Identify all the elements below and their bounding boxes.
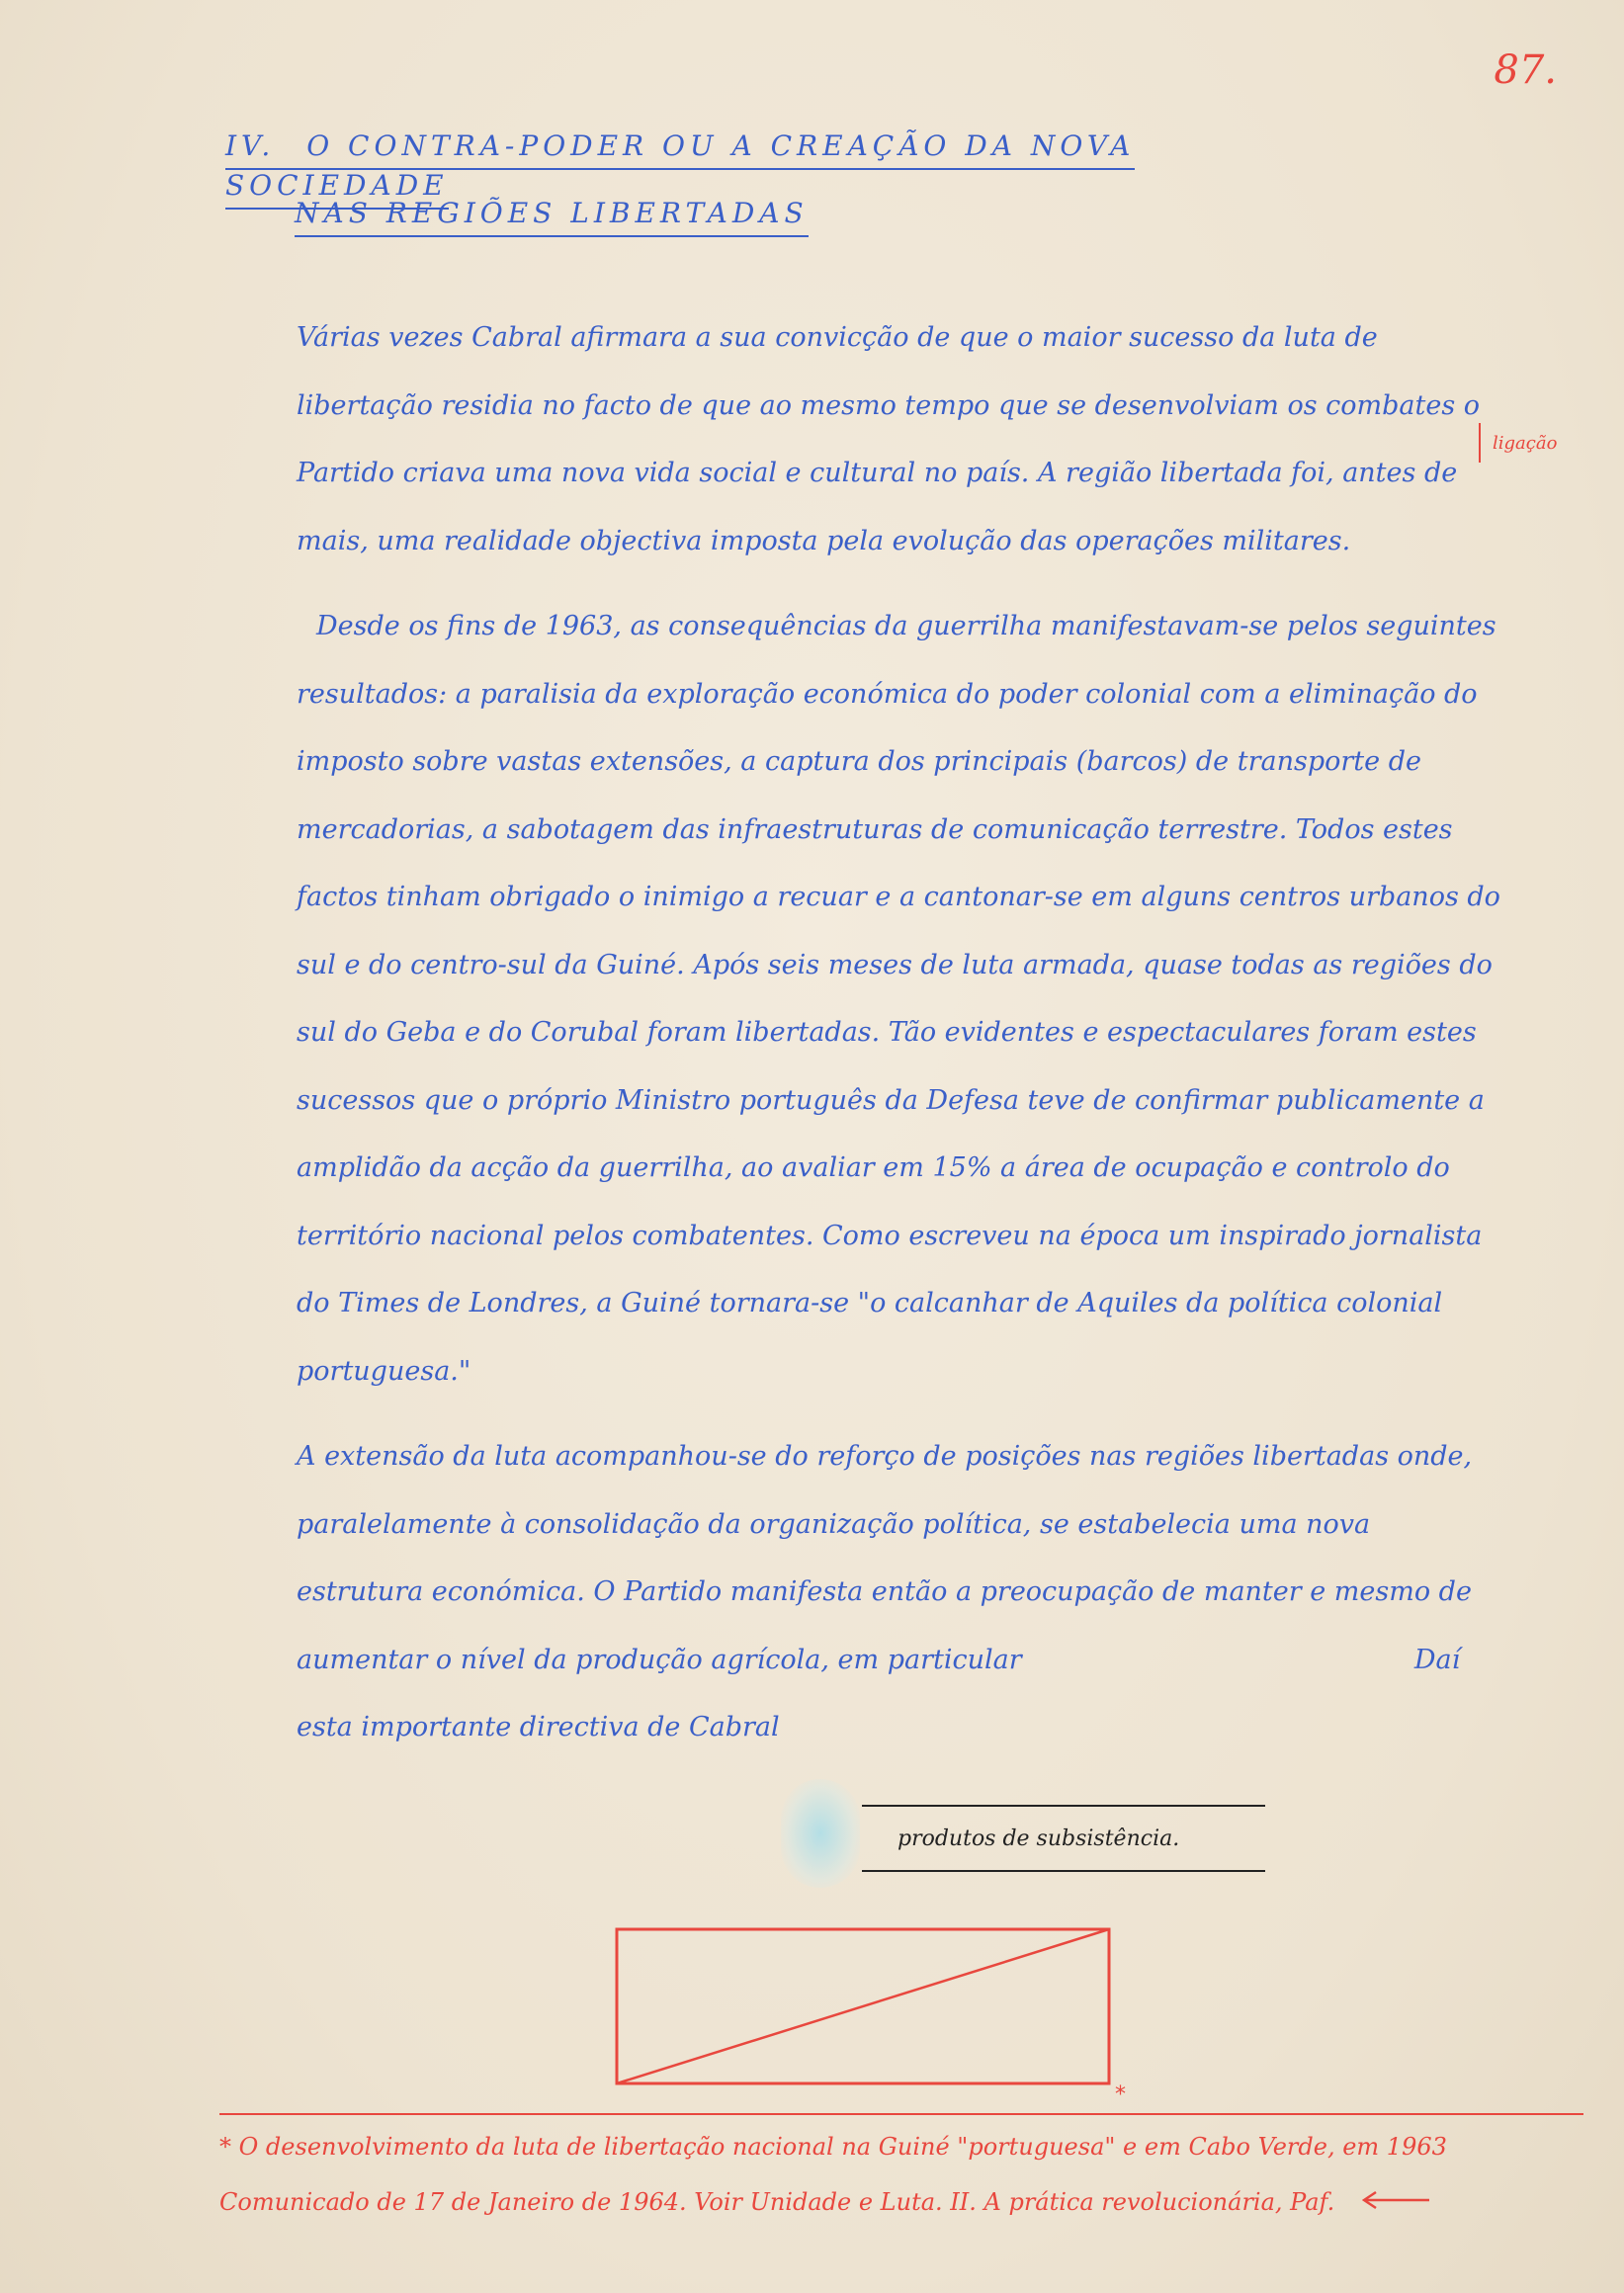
paragraph-2: Desde os fins de 1963, as consequências da guerrilha manifestavam-se pelos seguintes resultados: a paralisia da exploração económica do poder colonial com a eliminação do imposto sobre vastas extensões, a captura dos principais (barcos) de transporte de mercadorias, a sabotagem das infraestruturas de comunicação terrestre. Todos estes factos tinham obrigado o inimigo a recuar e a cantonar-se em alguns centros urbanos do sul e do centro-sul da Guiné. Após seis meses de luta armada, quase todas as regiões do sul do Geba e do Corubal foram libertadas. Tão evidentes e espectaculares foram estes sucessos que o próprio Ministro português da Defesa teve de confirmar publicamente a amplidão da acção da guerrilha, ao avaliar em 15% a área de ocupação e controlo do território nacional pelos combatentes. Como escreveu na época um inspirado jornalista do Times de Londres, a Guiné tornara-se "o calcanhar de Aquiles da política colonial portuguesa." (297, 611, 1500, 1387)
heading-line-1 (225, 127, 1214, 202)
paragraph-3 (297, 1423, 1502, 1762)
heading-subtitle: NAS REGIÕES LIBERTADAS (295, 197, 809, 237)
svg-text:*: * (1115, 2082, 1126, 2103)
heading-number: IV. (225, 129, 275, 170)
margin-note: ligação (1493, 433, 1558, 454)
footnote-line-1: * O desenvolvimento da luta de libertação nacional na Guiné "portuguesa" e em Cabo Verde, em 1963 (219, 2113, 1583, 2174)
insertion-note (862, 1805, 1265, 1872)
paragraph-3-tail: Daí esta importante directiva de Cabral (297, 1644, 1461, 1742)
arrow-left-icon (1362, 2190, 1431, 2210)
insertion-note-text: produtos de subsistência. (897, 1826, 1180, 1851)
paragraph-1: Várias vezes Cabral afirmara a sua convicção de que o maior sucesso da luta de libertação residia no facto de que ao mesmo tempo que se desenvolviam os combates o Partido criava uma nova vida social e cultural no país. A região libertada foi, antes de mais, uma realidade objectiva imposta pela evolução das operações militares. (297, 322, 1481, 556)
heading-line-2 (225, 194, 1214, 261)
manuscript-body (297, 304, 1502, 1780)
footnote-line-2 (219, 2174, 1583, 2230)
ink-smudge (781, 1779, 860, 1888)
page-number: 87. (1494, 47, 1557, 93)
heading-title: O CONTRA-PODER OU A CREAÇÃO DA NOVA SOCIEDADE (225, 129, 1136, 202)
footnote (219, 2113, 1583, 2230)
paragraph-3-text: A extensão da luta acompanhou-se do reforço de posições nas regiões libertadas onde, paralelamente à consolidação da organização política, se estabelecia uma nova estrutura económica. O Partido manifesta então a preocupação de manter e mesmo de aumentar o nível da produção agrícola, em particular (297, 1441, 1473, 1675)
crossed-box-sketch (613, 1925, 1127, 2103)
section-heading (225, 127, 1214, 261)
footnote-line-2-text: Comunicado de 17 de Janeiro de 1964. Voir Unidade e Luta. II. A prática revolucionária, Paf. (219, 2188, 1335, 2216)
